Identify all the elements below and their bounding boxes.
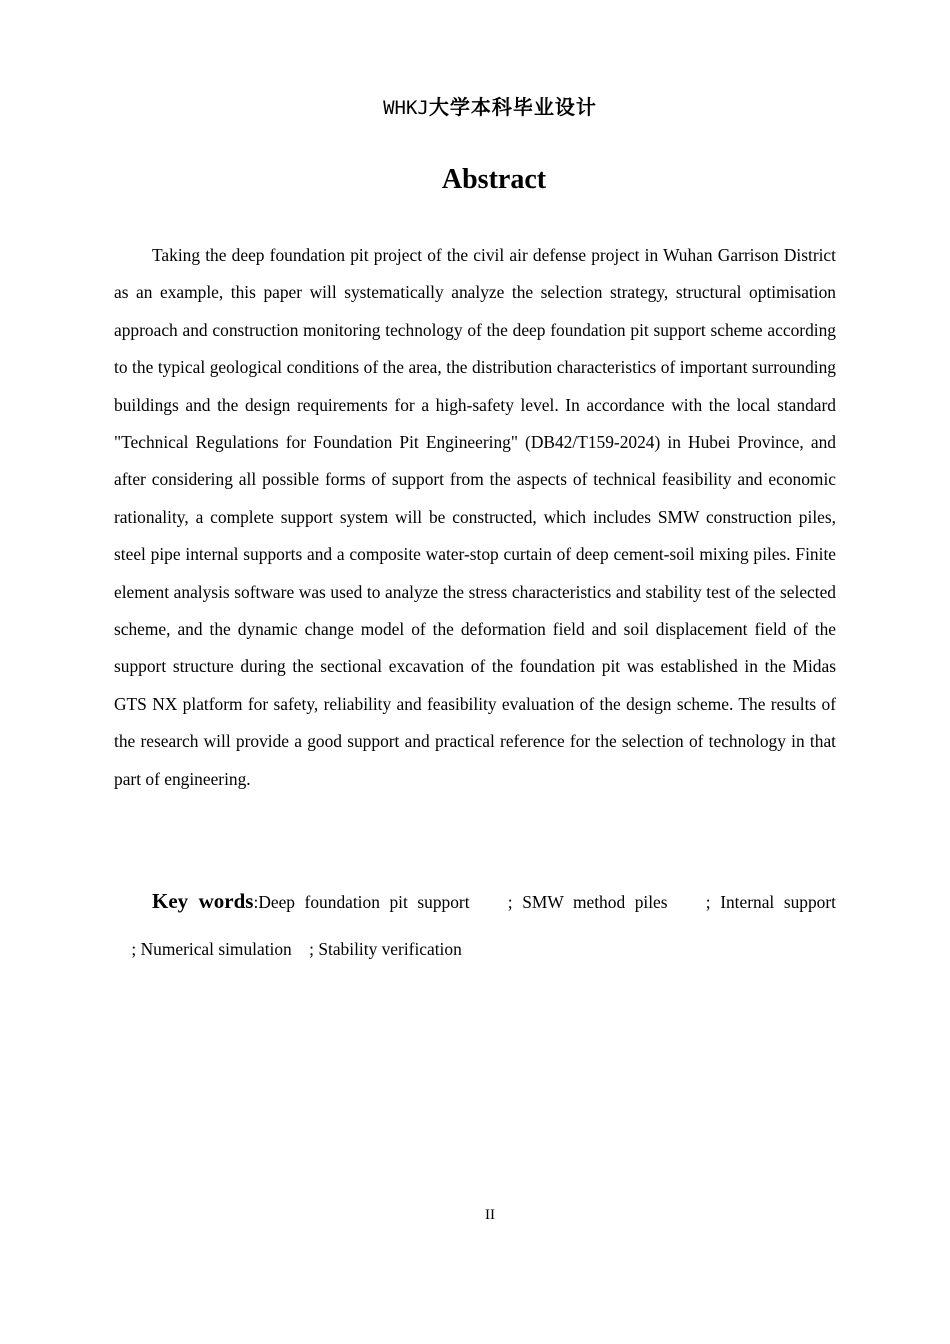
keyword-item: SMW method piles bbox=[522, 892, 668, 912]
keyword-item: Deep foundation pit support bbox=[258, 892, 470, 912]
page-number: II bbox=[485, 1207, 495, 1223]
keyword-separator: ; bbox=[667, 892, 721, 912]
abstract-body: Taking the deep foundation pit project of the civil air defense project in Wuhan Garrison District as an example, this paper will systematically analyze the selection strategy, structural optimisation approach and construction monitoring technology of the deep foundation pit support scheme according to the typical geological conditions of the area, the distribution characteristics of important surrounding buildings and the design requirements for a high-safety level. In accordance with the local standard "Technical Regulations for Foundation Pit Engineering" (DB42/T159-2024) in Hubei Province, and after considering all possible forms of support from the aspects of technical feasibility and economic rationality, a complete support system will be constructed, which includes SMW construction piles, steel pipe internal supports and a composite water-stop curtain of deep cement-soil mixing piles. Finite element analysis software was used to analyze the stress characteristics and stability test of the selected scheme, and the dynamic change model of the deformation field and soil displacement field of the support structure during the sectional excavation of the foundation pit was established in the Midas GTS NX platform for safety, reliability and feasibility evaluation of the design scheme. The results of the research will provide a good support and practical reference for the selection of technology in that part of engineering. bbox=[114, 245, 836, 789]
page-title: Abstract bbox=[441, 164, 547, 195]
keyword-separator: ; bbox=[291, 939, 319, 959]
keyword-item: Stability verification bbox=[318, 939, 462, 959]
keyword-item: Numerical simulation bbox=[140, 939, 292, 959]
page-header bbox=[0, 94, 950, 121]
header-latin-text: WHKJ bbox=[383, 97, 429, 119]
keywords-label: Key words bbox=[152, 889, 254, 913]
keyword-separator: ; bbox=[114, 939, 141, 959]
header-cjk-text: 大学本科毕业设计 bbox=[428, 95, 597, 119]
keyword-item: Internal support bbox=[720, 892, 836, 912]
keywords-colon: : bbox=[253, 892, 259, 912]
keyword-separator: ; bbox=[469, 892, 523, 912]
keywords-paragraph bbox=[114, 878, 836, 973]
